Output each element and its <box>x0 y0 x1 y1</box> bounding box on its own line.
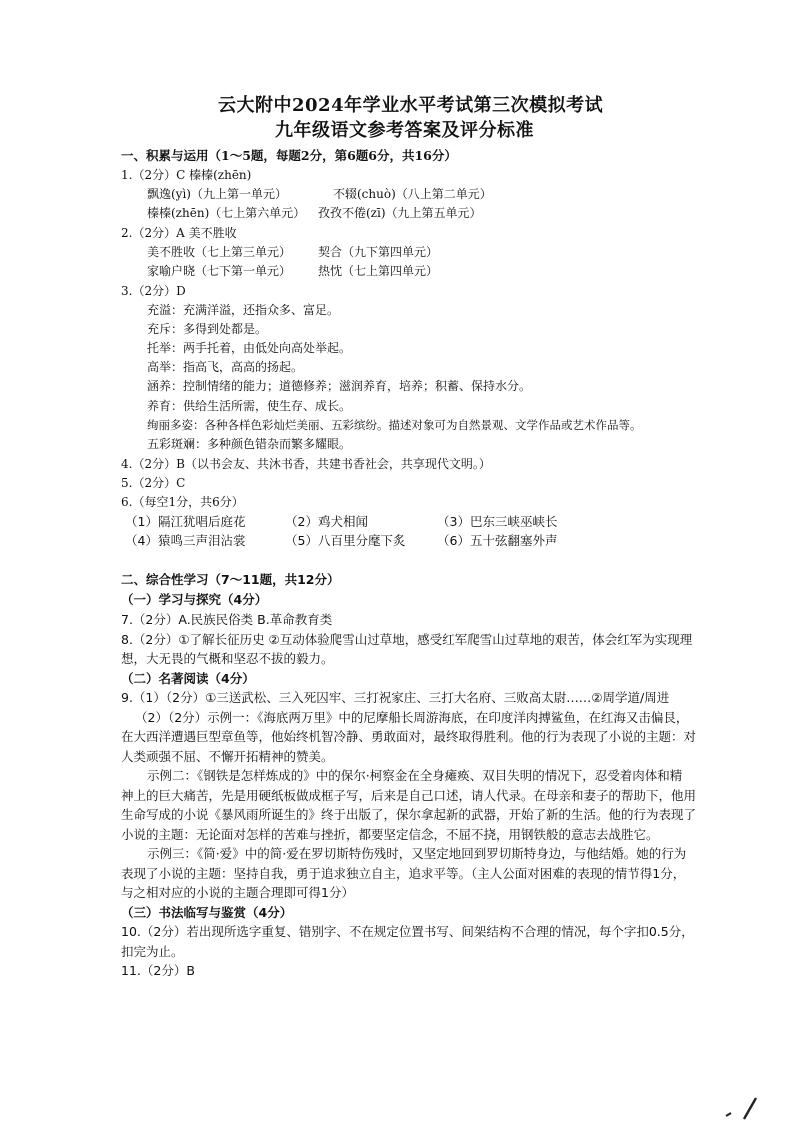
section-2-heading: 二、综合性学习（7～11题，共12分） <box>121 572 340 587</box>
section-1-heading: 一、积累与运用（1～5题，每题2分，第6题6分，共16分） <box>121 148 457 163</box>
q6-item: （3）巴东三峡巫峡长 <box>437 514 558 529</box>
exam-subtitle: 九年级语文参考答案及评分标准 <box>275 120 534 141</box>
q2-note: 美不胜收（七上第三单元） <box>147 245 292 259</box>
q1-note: 榛榛(zhēn)（七上第六单元） <box>147 206 306 220</box>
q2-note: 热忱（七上第四单元） <box>318 264 439 278</box>
q1-note: 孜孜不倦(zī)（九上第五单元） <box>318 206 482 220</box>
q9-line: 在大西洋遭遇巨型章鱼等，他始终机智冷静、勇敢面对，最终取得胜利。他的行为表现了小说的主题：对 <box>121 729 697 744</box>
q7-answer: 7.（2分）A.民族民俗类 B.革命教育类 <box>121 612 333 627</box>
q3-definition: 五彩斑斓：多种颜色错杂而繁多耀眼。 <box>147 437 352 451</box>
q6-heading: 6.（每空1分，共6分） <box>121 495 244 509</box>
q1-note: 飘逸(yì)（九上第一单元） <box>147 187 287 201</box>
q3-definition: 充斥：多得到处都是。 <box>147 322 268 336</box>
q3-answer: 3.（2分）D <box>121 284 186 298</box>
q3-definition: 充溢：充满洋溢，还指众多、富足。 <box>147 303 340 317</box>
exam-title: 云大附中2024年学业水平考试第三次模拟考试 <box>218 95 604 116</box>
q9-line: 示例三：《简·爱》中的简·爱在罗切斯特伤残时，又坚定地回到罗切斯特身边，与他结婚。她的行为 <box>147 846 687 861</box>
subsection-heading: （三）书法临写与鉴赏（4分） <box>121 905 293 920</box>
q4-answer: 4.（2分）B（以书会友、共沐书香，共建书香社会，共享现代文明。） <box>121 457 491 471</box>
q6-item: （4）猿鸣三声泪沾裳 <box>125 533 246 548</box>
q9-line: 表现了小说的主题：坚持自我，勇于追求独立自主，追求平等。（主人公面对困难的表现的情节得1分， <box>121 866 686 881</box>
q8-answer: 8.（2分）①了解长征历史 ②互动体验爬雪山过草地，感受红军爬雪山过草地的艰苦，体会红军为实现理 <box>121 632 693 647</box>
q6-item: （2）鸡犬相闻 <box>285 514 368 529</box>
q3-definition: 托举：两手托着，由低处向高处举起。 <box>147 341 352 355</box>
q6-item: （1）隔江犹唱后庭花 <box>125 514 246 529</box>
subsection-heading: （二）名著阅读（4分） <box>121 671 255 686</box>
handwritten-mark <box>722 1092 762 1122</box>
q9-line: 小说的主题：无论面对怎样的苦难与挫折，都要坚定信念，不屈不挠，用钢铁般的意志去战胜它。 <box>121 827 659 842</box>
q3-definition: 涵养：控制情绪的能力；道德修养；滋润养育，培养；积蓄、保持水分。 <box>147 379 532 393</box>
q1-note: 不辍(chuò)（八上第二单元） <box>333 187 492 201</box>
q8-answer: 想，大无畏的气概和坚忍不拔的毅力。 <box>121 651 334 666</box>
q9-line: 与之相对应的小说的主题合理即可得1分） <box>121 885 354 900</box>
q1-answer: 1.（2分）C 榛榛(zhēn) <box>121 168 252 182</box>
q10-answer: 10.（2分）若出现所选字重复、错别字、不在规定位置书写、间架结构不合理的情况，每个字扣0.5分， <box>121 924 694 939</box>
q2-note: 契合（九下第四单元） <box>318 245 439 259</box>
q6-item: （5）八百里分麾下炙 <box>285 533 406 548</box>
q10-answer: 扣完为止。 <box>121 944 184 959</box>
q3-definition: 高举：指高飞，高高的扬起。 <box>147 360 304 374</box>
q9-line: 示例二：《钢铁是怎样炼成的》中的保尔·柯察金在全身瘫痪、双目失明的情况下，忍受着肉体和精 <box>147 768 683 783</box>
q9-line: 神上的巨大痛苦，先是用硬纸板做成框子写，后来是自己口述，请人代录。在母亲和妻子的帮助下，他用 <box>121 788 697 803</box>
q9-line: 9.（1）（2分）①三送武松、三入死囚牢、三打祝家庄、三打大名府、三败高太尉……②周学道/周进 <box>121 690 670 705</box>
q2-note: 家喻户晓（七下第一单元） <box>147 264 292 278</box>
q3-definition: 绚丽多姿：各种各样色彩灿烂美丽、五彩缤纷。描述对象可为自然景观、文学作品或艺术作品等。 <box>147 418 642 432</box>
q2-answer: 2.（2分）A 美不胜收 <box>121 226 237 240</box>
q3-definition: 养育：供给生活所需，使生存、成长。 <box>147 399 352 413</box>
q9-line: 生命写成的小说《暴风雨所诞生的》终于出版了，保尔拿起新的武器，开始了新的生活。他的行为表现了 <box>121 807 697 822</box>
q11-answer: 11.（2分）B <box>121 963 195 978</box>
q6-item: （6）五十弦翻塞外声 <box>437 533 558 548</box>
q9-line: 人类顽强不屈、不懈开拓精神的赞美。 <box>121 749 334 764</box>
q5-answer: 5.（2分）C <box>121 476 186 490</box>
q9-line: （2）（2分）示例一：《海底两万里》中的尼摩船长周游海底，在印度洋肉搏鲨鱼，在红海又击偏艮， <box>135 710 689 725</box>
subsection-heading: （一）学习与探究（4分） <box>121 592 268 607</box>
